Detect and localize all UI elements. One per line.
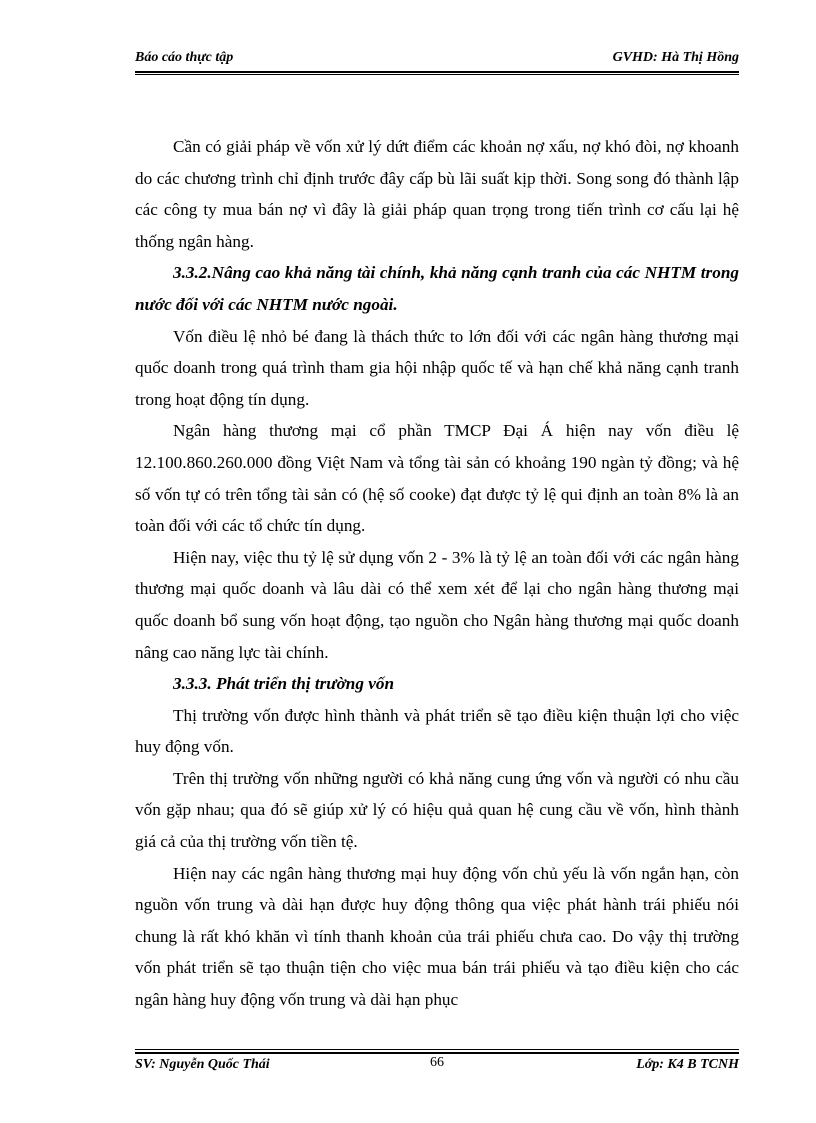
paragraph: Trên thị trường vốn những người có khả năng cung ứng vốn và người có nhu cầu vốn gặp nhau; qua đó sẽ giúp xử lý có hiệu quả quan hệ cung cầu về vốn, hình thành giá cả của thị trường vốn tiền tệ. (135, 768, 739, 852)
header-rule (135, 71, 739, 73)
paragraph: Hiện nay các ngân hàng thương mại huy động vốn chủ yếu là vốn ngắn hạn, còn nguồn vốn trung và dài hạn được huy động thông qua việc phát hành trái phiếu nói chung là rất khó khăn vì tính thanh khoản của trái phiếu chưa cao. Do vậy thị trường vốn phát triển sẽ tạo thuận tiện cho việc mua bán trái phiếu và tạo điều kiện cho các ngân hàng huy động vốn trung và dài hạn phục (135, 863, 739, 1010)
page-body (135, 131, 739, 1016)
section-heading-3-3-3: 3.3.3. Phát triển thị trường vốn (173, 674, 395, 694)
page-number: 66 (430, 1055, 444, 1070)
page-footer (135, 1055, 739, 1077)
section-heading-3-3-2: 3.3.2.Nâng cao khả năng tài chính, khả năng cạnh tranh của các NHTM trong nước đối với các NHTM nước ngoài. (135, 263, 739, 314)
header-supervisor: GVHD: Hà Thị Hồng (612, 50, 739, 65)
header-rule-thin (135, 74, 739, 75)
footer-rule (135, 1052, 739, 1054)
paragraph: Cần có giải pháp về vốn xử lý dứt điểm các khoản nợ xấu, nợ khó đòi, nợ khoanh do các chương trình chỉ định trước đây cấp bù lãi suất kịp thời. Song song đó thành lập các công ty mua bán nợ vì đây là giải pháp quan trọng trong tiến trình cơ cấu lại hệ thống ngân hàng. (135, 137, 739, 251)
paragraph: Vốn điều lệ nhỏ bé đang là thách thức to lớn đối với các ngân hàng thương mại quốc doanh trong quá trình tham gia hội nhập quốc tế và hạn chế khả năng cạnh tranh trong hoạt động tín dụng. (135, 326, 739, 409)
header-report-title: Báo cáo thực tập (135, 50, 234, 65)
page-header (135, 48, 739, 70)
paragraph: Hiện nay, việc thu tỷ lệ sử dụng vốn 2 - 3% là tỷ lệ an toàn đối với các ngân hàng thương mại quốc doanh và lâu dài có thể xem xét để lại cho ngân hàng thương mại quốc doanh bổ sung vốn hoạt động, tạo nguồn cho Ngân hàng thương mại quốc doanh nâng cao năng lực tài chính. (135, 547, 739, 662)
footer-rule-thin (135, 1049, 739, 1050)
paragraph: Ngân hàng thương mại cổ phần TMCP Đại Á hiện nay vốn điều lệ 12.100.860.260.000 đồng Việt Nam và tổng tài sản có khoảng 190 ngàn tỷ đồng; và hệ số vốn tự có trên tổng tài sản có (hệ số cooke) đạt được tỷ lệ qui định an toàn 8% là an toàn đối với các tổ chức tín dụng. (135, 421, 739, 536)
paragraph: Thị trường vốn được hình thành và phát triển sẽ tạo điều kiện thuận lợi cho việc huy động vốn. (135, 705, 739, 757)
footer-student-name: SV: Nguyễn Quốc Thái (135, 1057, 270, 1072)
footer-class: Lớp: K4 B TCNH (636, 1057, 739, 1072)
